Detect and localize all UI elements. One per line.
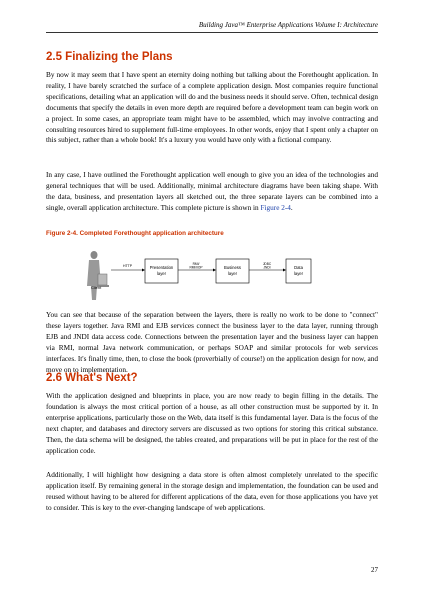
data-label-line1: Data (294, 265, 303, 270)
running-header: Building Java™ Enterprise Applications Volume I: Architecture (198, 21, 378, 29)
rmi-arrowhead (213, 269, 216, 272)
paragraph-finalizing-2 (46, 170, 378, 214)
business-label-line1: Business (224, 265, 241, 270)
header-rule (46, 32, 378, 33)
paragraph-finalizing-3: You can see that because of the separation between the layers, there is really no work to be done to "connect" these layers together. Java RMI and EJB services connect the business layer to the data layer, running through EJB and JNDI data access code. Connections between the presentation layer and the business layer can happen via RMI, normal Java network communication, or perhaps SOAP and similar protocols for web services interfaces. It's finally time, then, to close the book (proverbially of course!) on the application design for now, and move on to implementation. (46, 311, 378, 374)
presentation-label-line2: layer (156, 271, 167, 276)
section-heading-whats-next: 2.6 What's Next? (46, 372, 138, 384)
presentation-label-line1: Presentation (149, 265, 174, 270)
http-arrowhead (142, 269, 145, 272)
rmi-label-line2: RMI/IIOP (189, 265, 203, 270)
figure-link[interactable]: Figure 2-4 (260, 203, 291, 212)
http-label: HTTP (123, 264, 133, 268)
rmi-label-line1: RMI/ (192, 262, 200, 266)
page-number: 27 (371, 566, 378, 574)
paragraph-finalizing-1: By now it may seem that I have spent an eternity doing nothing but talking about the Forethought application. In reality, I have barely scratched the surface of a complete application design. Most companies require functional specifications, detailing what an application will do and the business needs it should serve. Often, technical design documents that specify the details in even more depth are required before a development team can begin work on a project. In some cases, an appropriate team might have to be assembled, which may involve contracting and consulting resources hired to supplement full-time employees. In other words, enjoy that I spent only a chapter on this subject, rather than a whole book! It's a luxury you would have only with a fictional company. (46, 71, 379, 145)
client-label: Client (91, 285, 102, 290)
client-person-icon (87, 251, 109, 300)
paragraph-text-end: . (290, 203, 293, 212)
paragraph-text: In any case, I have outlined the Forethought application well enough to give you an idea of the technologies and general techniques that will be used. Additionally, minimal architecture diagrams have been taking shape. With the data, business, and presentation layers all sketched out, the three separate layers can be combined into a single, overall application architecture. This complete picture is shown in (46, 171, 378, 212)
jdbc-label-line1: JDBC (262, 262, 272, 266)
data-label-line2: layer (293, 271, 304, 276)
section-heading-finalizing: 2.5 Finalizing the Plans (46, 51, 173, 63)
figure-caption: Figure 2-4. Completed Forethought application architecture (46, 230, 224, 237)
architecture-diagram (78, 248, 348, 303)
paragraph-whats-next-2: Additionally, I will highlight how designing a data store is often almost completely unrelated to the specific application itself. By remaining general in the storage design and implementation, the foundation can be used and reused without having to be altered for different applications of the data, even for those applications you have yet to consider. This is key to the ever-changing landscape of web applications. (46, 471, 378, 512)
business-label-line2: layer (227, 271, 238, 276)
jdbc-label-line2: JNDI (263, 265, 271, 270)
paragraph-whats-next-1: With the application designed and blueprints in place, you are now ready to begin filling in the details. The foundation is always the most critical portion of a house, as all other construction must be supported by it. In enterprise applications, particularly those on the Web, data itself is this fundamental layer. Data is the focus of the next chapter, and databases and directory servers are discussed as two options for storing this critical substance. Then, the data schema will be designed, the tables created, and preparations will be put in place for the rest of the application code. (46, 392, 378, 455)
jdbc-arrowhead (283, 269, 286, 272)
